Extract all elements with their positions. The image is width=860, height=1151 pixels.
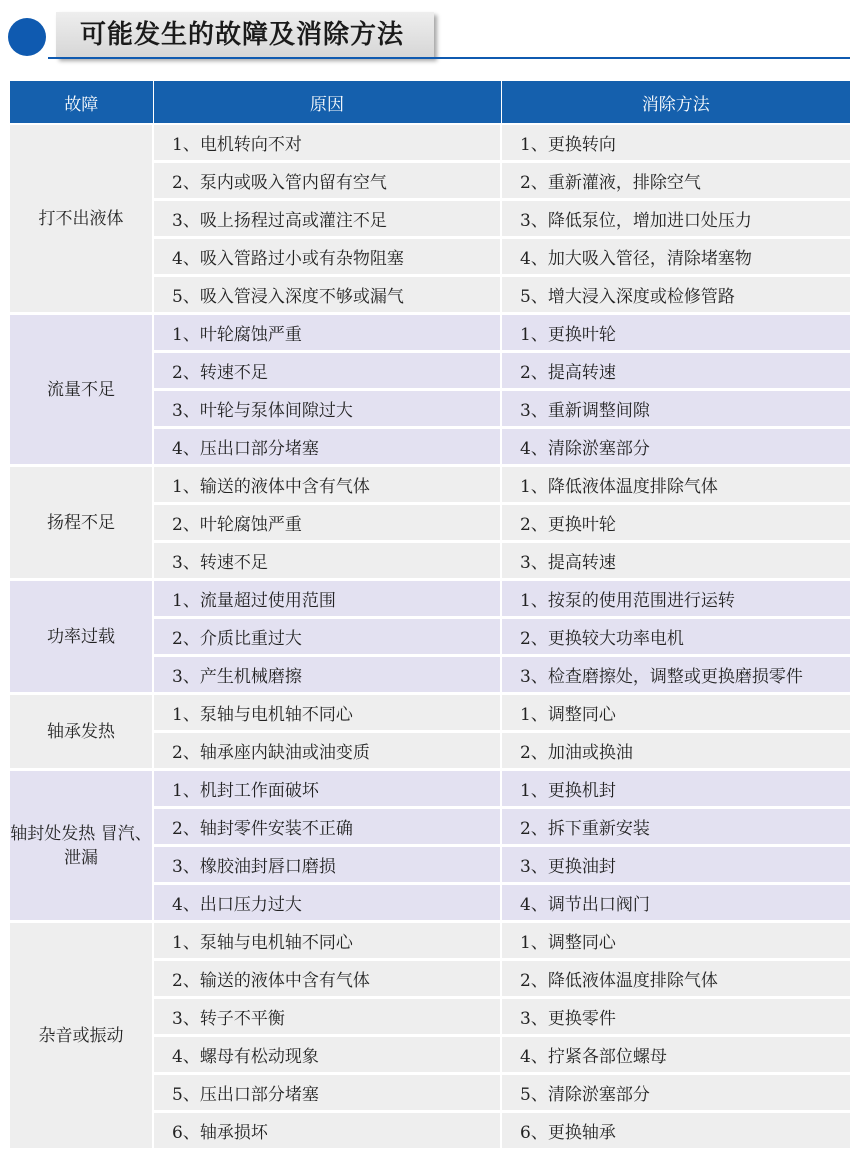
cause-cell: 2、转速不足 (153, 352, 501, 390)
remedy-cell: 3、更换零件 (501, 998, 850, 1036)
remedy-cell: 2、重新灌液，排除空气 (501, 162, 850, 200)
remedy-cell: 1、更换叶轮 (501, 314, 850, 352)
remedy-cell: 4、调节出口阀门 (501, 884, 850, 922)
cause-cell: 1、流量超过使用范围 (153, 580, 501, 618)
remedy-cell: 1、调整同心 (501, 694, 850, 732)
cause-cell: 4、吸入管路过小或有杂物阻塞 (153, 238, 501, 276)
remedy-cell: 2、更换叶轮 (501, 504, 850, 542)
table-body (10, 124, 850, 1150)
remedy-cell: 2、更换较大功率电机 (501, 618, 850, 656)
cause-cell: 4、螺母有松动现象 (153, 1036, 501, 1074)
remedy-cell: 2、降低液体温度排除气体 (501, 960, 850, 998)
header-fault: 故障 (10, 81, 153, 124)
remedy-cell: 1、更换机封 (501, 770, 850, 808)
cause-cell: 3、橡胶油封唇口磨损 (153, 846, 501, 884)
cause-cell: 1、电机转向不对 (153, 124, 501, 162)
cause-cell: 1、输送的液体中含有气体 (153, 466, 501, 504)
table-row (10, 694, 850, 732)
remedy-cell: 3、提高转速 (501, 542, 850, 580)
remedy-cell: 3、降低泵位，增加进口处压力 (501, 200, 850, 238)
cause-cell: 2、轴封零件安装不正确 (153, 808, 501, 846)
remedy-cell: 3、重新调整间隙 (501, 390, 850, 428)
remedy-cell: 2、提高转速 (501, 352, 850, 390)
fault-cell: 打不出液体 (10, 124, 153, 314)
cause-cell: 3、产生机械磨擦 (153, 656, 501, 694)
table-row (10, 466, 850, 504)
table-row (10, 922, 850, 960)
cause-cell: 1、泵轴与电机轴不同心 (153, 922, 501, 960)
cause-cell: 1、泵轴与电机轴不同心 (153, 694, 501, 732)
cause-cell: 2、叶轮腐蚀严重 (153, 504, 501, 542)
fault-cell: 轴承发热 (10, 694, 153, 770)
fault-cell: 功率过载 (10, 580, 153, 694)
page-title: 可能发生的故障及消除方法 (80, 20, 405, 50)
table-row (10, 580, 850, 618)
fault-cell: 流量不足 (10, 314, 153, 466)
cause-cell: 3、吸上扬程过高或灌注不足 (153, 200, 501, 238)
remedy-cell: 2、拆下重新安装 (501, 808, 850, 846)
table-row (10, 314, 850, 352)
table-header-row (10, 81, 850, 124)
remedy-cell: 6、更换轴承 (501, 1112, 850, 1150)
title-underline (48, 57, 850, 59)
cause-cell: 4、出口压力过大 (153, 884, 501, 922)
cause-cell: 5、压出口部分堵塞 (153, 1074, 501, 1112)
cause-cell: 3、叶轮与泵体间隙过大 (153, 390, 501, 428)
header-cause: 原因 (153, 81, 501, 124)
cause-cell: 3、转子不平衡 (153, 998, 501, 1036)
cause-cell: 3、转速不足 (153, 542, 501, 580)
fault-cell: 轴封处发热 冒汽、泄漏 (10, 770, 153, 922)
cause-cell: 1、机封工作面破坏 (153, 770, 501, 808)
cause-cell: 2、介质比重过大 (153, 618, 501, 656)
fault-table (10, 81, 850, 1151)
cause-cell: 2、泵内或吸入管内留有空气 (153, 162, 501, 200)
remedy-cell: 4、加大吸入管径，清除堵塞物 (501, 238, 850, 276)
header-remedy: 消除方法 (501, 81, 850, 124)
fault-cell: 杂音或振动 (10, 922, 153, 1150)
remedy-cell: 4、清除淤塞部分 (501, 428, 850, 466)
cause-cell: 2、轴承座内缺油或油变质 (153, 732, 501, 770)
cause-cell: 5、吸入管浸入深度不够或漏气 (153, 276, 501, 314)
title-bar (0, 0, 860, 70)
table-row (10, 124, 850, 162)
fault-cell: 扬程不足 (10, 466, 153, 580)
remedy-cell: 3、更换油封 (501, 846, 850, 884)
cause-cell: 2、输送的液体中含有气体 (153, 960, 501, 998)
remedy-cell: 5、增大浸入深度或检修管路 (501, 276, 850, 314)
remedy-cell: 4、拧紧各部位螺母 (501, 1036, 850, 1074)
remedy-cell: 1、更换转向 (501, 124, 850, 162)
cause-cell: 6、轴承损坏 (153, 1112, 501, 1150)
table-row (10, 770, 850, 808)
cause-cell: 1、叶轮腐蚀严重 (153, 314, 501, 352)
remedy-cell: 1、按泵的使用范围进行运转 (501, 580, 850, 618)
remedy-cell: 1、降低液体温度排除气体 (501, 466, 850, 504)
remedy-cell: 1、调整同心 (501, 922, 850, 960)
remedy-cell: 5、清除淤塞部分 (501, 1074, 850, 1112)
remedy-cell: 3、检查磨擦处，调整或更换磨损零件 (501, 656, 850, 694)
title-bullet-icon (8, 18, 46, 56)
cause-cell: 4、压出口部分堵塞 (153, 428, 501, 466)
remedy-cell: 2、加油或换油 (501, 732, 850, 770)
